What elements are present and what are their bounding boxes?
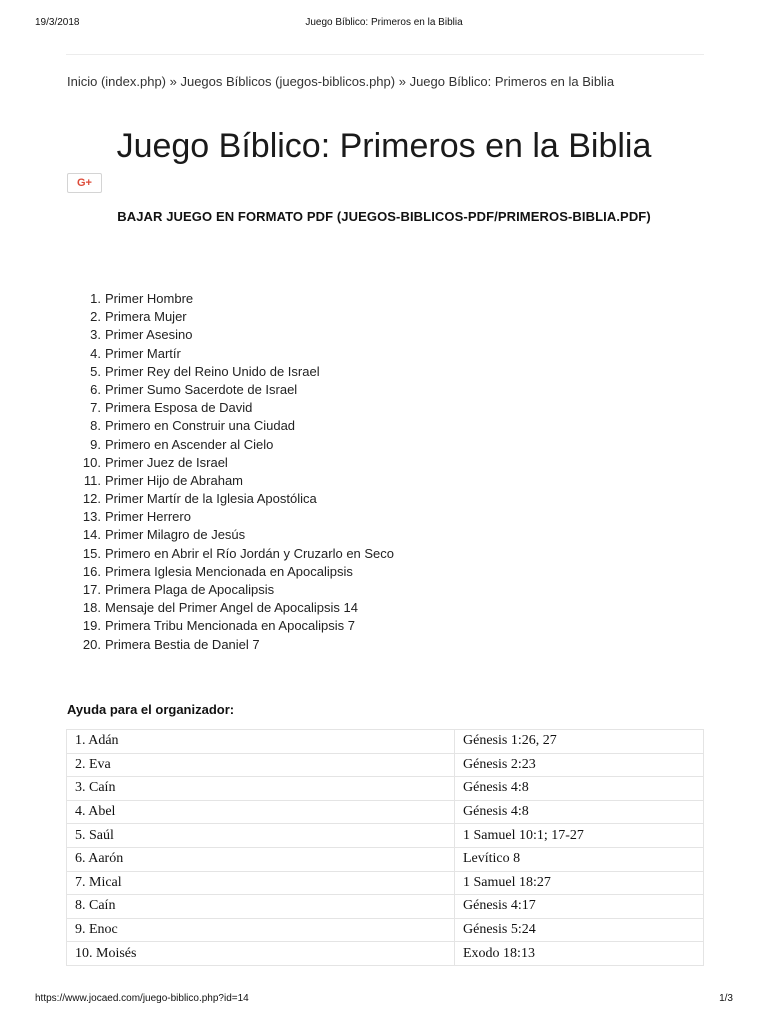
list-item-number: 17.	[82, 582, 101, 597]
reference-cell: Génesis 2:23	[455, 753, 704, 777]
list-item	[67, 454, 394, 472]
list-item-text: Primer Milagro de Jesús	[105, 527, 246, 543]
list-item-text: Primer Martír de la Iglesia Apostólica	[105, 491, 317, 507]
print-title: Juego Bíblico: Primeros en la Biblia	[305, 17, 463, 28]
breadcrumb	[67, 74, 614, 89]
list-item-number: 2.	[90, 309, 101, 325]
list-item-text: Primer Asesino	[105, 327, 193, 343]
list-item	[67, 636, 394, 654]
list-item-number: 6.	[90, 381, 101, 397]
list-item-number: 13.	[82, 509, 101, 525]
list-item-number: 16.	[82, 563, 101, 579]
breadcrumb-separator: »	[395, 74, 410, 89]
list-item-number: 15.	[82, 545, 101, 561]
answer-cell: 10. Moisés	[67, 942, 455, 966]
list-item-number: 11.	[83, 472, 101, 488]
list-item-number: 12.	[82, 491, 101, 507]
list-item	[67, 563, 394, 581]
list-item-text: Primera Plaga de Apocalipsis	[105, 582, 275, 597]
list-item	[67, 617, 394, 635]
download-pdf-link[interactable]: BAJAR JUEGO EN FORMATO PDF (JUEGOS-BIBLICOS-PDF/PRIMEROS-BIBLIA.PDF)	[117, 209, 651, 224]
answer-cell: 1. Adán	[67, 730, 455, 754]
list-item-text: Primer Hombre	[105, 291, 194, 306]
table-row	[67, 730, 704, 754]
list-item	[67, 381, 394, 399]
list-item-number: 5.	[90, 363, 101, 379]
top-divider	[66, 54, 704, 55]
list-item-number: 4.	[90, 345, 101, 361]
list-item-text: Primero en Abrir el Río Jordán y Cruzarlo en Seco	[105, 545, 395, 561]
table-row	[67, 753, 704, 777]
list-item	[67, 363, 394, 381]
list-item-text: Primer Rey del Reino Unido de Israel	[105, 363, 320, 379]
list-item-text: Primer Herrero	[105, 509, 191, 525]
table-row	[67, 777, 704, 801]
help-heading: Ayuda para el organizador:	[67, 702, 235, 717]
answers-table	[66, 729, 704, 966]
list-item-text: Primera Mujer	[105, 309, 187, 325]
list-item	[67, 508, 394, 526]
list-item	[67, 399, 394, 417]
table-row	[67, 847, 704, 871]
reference-cell: Génesis 1:26, 27	[455, 730, 704, 754]
list-item	[67, 345, 394, 363]
print-url: https://www.jocaed.com/juego-biblico.php?id=14	[35, 993, 249, 1004]
list-item-number: 14.	[82, 527, 101, 543]
reference-cell: 1 Samuel 18:27	[455, 871, 704, 895]
list-item	[67, 545, 394, 563]
breadcrumb-section-link[interactable]: Juegos Bíblicos (juegos-biblicos.php)	[180, 74, 396, 89]
list-item-number: 18.	[82, 600, 101, 616]
answer-cell: 2. Eva	[67, 753, 455, 777]
page-title: Juego Bíblico: Primeros en la Biblia	[116, 127, 652, 165]
reference-cell: Génesis 4:17	[455, 895, 704, 919]
breadcrumb-home-link[interactable]: Inicio (index.php)	[67, 74, 166, 89]
reference-cell: 1 Samuel 10:1; 17-27	[455, 824, 704, 848]
list-item-number: 20.	[82, 636, 101, 652]
print-page-number: 1/3	[719, 993, 733, 1004]
list-item-number: 9.	[90, 436, 101, 452]
print-header	[0, 17, 768, 31]
questions-list	[67, 290, 394, 654]
list-item-text: Primera Tribu Mencionada en Apocalipsis 7	[105, 618, 356, 634]
list-item	[67, 326, 394, 344]
list-item	[67, 308, 394, 326]
google-plus-button[interactable]	[67, 173, 102, 193]
list-item-number: 3.	[90, 327, 101, 343]
list-item-text: Primer Hijo de Abraham	[105, 472, 243, 488]
breadcrumb-separator: »	[166, 74, 181, 89]
list-item-text: Primero en Ascender al Cielo	[105, 436, 274, 452]
list-item	[67, 417, 394, 435]
answer-cell: 9. Enoc	[67, 918, 455, 942]
breadcrumb-current: Juego Bíblico: Primeros en la Biblia	[409, 74, 615, 89]
list-item	[67, 490, 394, 508]
list-item	[67, 436, 394, 454]
print-footer	[0, 993, 768, 1007]
table-row	[67, 942, 704, 966]
table-row	[67, 824, 704, 848]
reference-cell: Génesis 4:8	[455, 777, 704, 801]
google-plus-icon: G+	[77, 177, 92, 189]
list-item-text: Primera Esposa de David	[105, 400, 253, 416]
list-item-text: Primera Bestia de Daniel 7	[105, 636, 260, 652]
table-row	[67, 800, 704, 824]
list-item-number: 7.	[90, 400, 101, 416]
table-row	[67, 918, 704, 942]
list-item-text: Primero en Construir una Ciudad	[105, 418, 296, 434]
reference-cell: Exodo 18:13	[455, 942, 704, 966]
reference-cell: Génesis 4:8	[455, 800, 704, 824]
table-row	[67, 871, 704, 895]
list-item	[67, 290, 394, 308]
list-item-text: Primer Sumo Sacerdote de Israel	[105, 381, 298, 397]
list-item-text: Primera Iglesia Mencionada en Apocalipsis	[105, 563, 353, 579]
answer-cell: 7. Mical	[67, 871, 455, 895]
list-item-text: Mensaje del Primer Angel de Apocalipsis 14	[105, 600, 358, 616]
list-item-number: 10.	[82, 454, 101, 470]
list-item	[67, 526, 394, 544]
answer-cell: 3. Caín	[67, 777, 455, 801]
list-item-number: 1.	[90, 291, 101, 306]
list-item	[67, 599, 394, 617]
answer-cell: 6. Aarón	[67, 847, 455, 871]
reference-cell: Levítico 8	[455, 847, 704, 871]
list-item-text: Primer Juez de Israel	[105, 454, 228, 470]
list-item	[67, 581, 394, 599]
answer-cell: 5. Saúl	[67, 824, 455, 848]
list-item-text: Primer Martír	[105, 345, 181, 361]
answer-cell: 4. Abel	[67, 800, 455, 824]
list-item-number: 8.	[90, 418, 101, 434]
table-row	[67, 895, 704, 919]
print-date: 19/3/2018	[35, 17, 80, 28]
reference-cell: Génesis 5:24	[455, 918, 704, 942]
answer-cell: 8. Caín	[67, 895, 455, 919]
list-item	[67, 472, 394, 490]
list-item-number: 19.	[82, 618, 101, 634]
